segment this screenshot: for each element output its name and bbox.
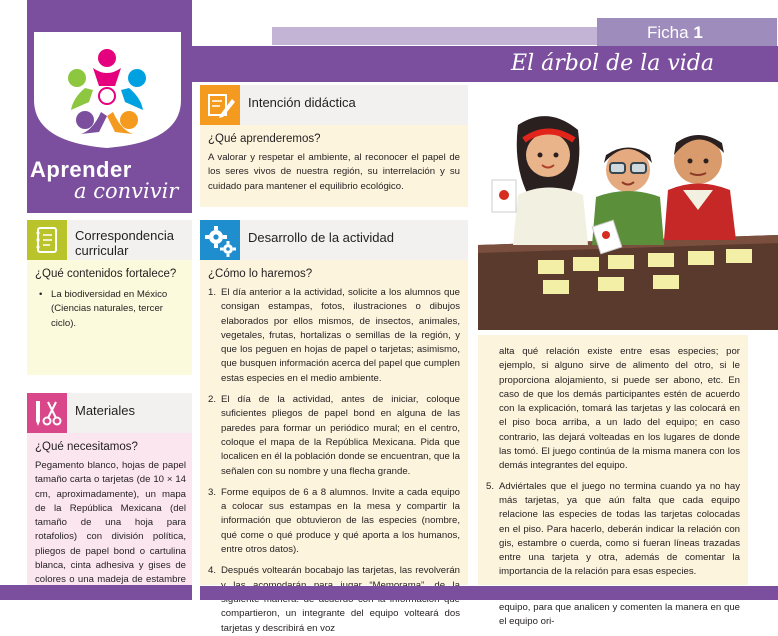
header-tab-3 <box>435 27 519 45</box>
correspondencia-title-line1: Correspondencia <box>75 228 175 243</box>
more-steps-list <box>486 474 740 630</box>
children-playing-illustration <box>478 85 778 330</box>
aprender-a-convivir-logo <box>30 30 185 150</box>
header-tab-1 <box>272 27 356 45</box>
header-tab-4 <box>516 27 600 45</box>
step-number: 3. <box>208 486 217 498</box>
correspondencia-title-line2: curricular <box>75 243 129 258</box>
materiales-question: ¿Qué necesitamos? <box>35 441 138 453</box>
correspondencia-header <box>27 220 192 260</box>
step-number: 4. <box>208 565 217 577</box>
desarrollo-title: Desarrollo de la actividad <box>248 230 394 245</box>
intencion-title: Intención didáctica <box>248 95 356 110</box>
intencion-question: ¿Qué aprenderemos? <box>208 133 321 145</box>
notebook-icon <box>27 220 67 260</box>
desarrollo-body <box>200 260 468 634</box>
step-item <box>208 564 460 635</box>
desarrollo-question: ¿Cómo lo haremos? <box>208 268 313 280</box>
materiales-header <box>27 393 192 433</box>
pencil-note-icon <box>200 85 240 125</box>
step4-continuation: alta qué relación existe entre esas especies; por ejemplo, si alguno sirve de alimento del otro, si le proporciona alojamiento, si puede ser abono, etc. En caso de que los demás participantes estén de acuerdo con la explicación, tomará las tarjetas y las colocará en el piso boca arriba, a un lado del equipo; en caso contrario, las dejará volteadas en los lugares de donde las tomó. El juego continúa de la misma manera con los demás integrantes del equipo. <box>499 346 740 472</box>
materiales-card <box>27 393 192 585</box>
step-text: Adviértales que el juego no termina cuando ya no hay más tarjetas, ya que aún falta que cada equipo relacione las especies de todas las tarjetas colocadas en el piso. Para hacerlo, deberán indicar la relación con gis, estambre o cuerda, como si fueran líneas trazadas entre una tarjeta y otra, además de comentar la importancia de la relación para esas especies. <box>499 480 740 578</box>
ficha-number: 1 <box>693 23 703 42</box>
intencion-text: A valorar y respetar el ambiente, al reconocer el papel de los seres vivos de nuestra región, su interrelación y su cuidado para mantener el equilibrio ecológico. <box>208 152 460 192</box>
correspondencia-list <box>27 280 192 331</box>
correspondencia-body <box>27 260 192 375</box>
correspondencia-question: ¿Qué contenidos fortalece? <box>35 268 177 280</box>
intencion-body <box>200 125 468 207</box>
step-number: 1. <box>208 287 217 298</box>
intencion-card <box>200 85 468 207</box>
step-item <box>208 286 460 386</box>
brand-line1: Aprender <box>30 157 132 182</box>
list-item: • La biodiversidad en México (Ciencias naturales, tercer ciclo). <box>37 288 186 331</box>
step-text: Forme equipos de 6 a 8 alumnos. Invite a cada equipo a colocar sus estampas en la mesa y compartir la información que obtuvieron de las especies (nombre, qué come o qué produce y qué aporta a los humanos, entre otros datos). <box>221 486 460 556</box>
materiales-body <box>27 433 192 585</box>
materiales-title: Materiales <box>75 403 135 418</box>
header-tab-2 <box>354 27 438 45</box>
gears-icon <box>200 220 240 260</box>
correspondencia-title <box>75 228 174 258</box>
step-number: 5. <box>486 480 495 492</box>
desarrollo-header <box>200 220 468 260</box>
step-number: 2. <box>208 394 217 406</box>
page-title: El árbol de la vida <box>511 51 714 76</box>
step-item <box>486 480 740 580</box>
correspondencia-card <box>27 220 192 375</box>
bottom-strip <box>200 586 778 600</box>
title-bar <box>192 46 778 82</box>
step-text: El día anterior a la actividad, solicite a los alumnos que consigan estampas, fotos, ilustraciones o dibujos elaborados por ellos mismos, de insectos, animales, vegetales, frutas, hortalizas o semillas de la región, y que los peguen en hojas de papel o tarjetas; asimismo, que busquen información acerca del papel que cumplen estas especies en el medio ambiente. <box>221 287 460 384</box>
materiales-text: Pegamento blanco, hojas de papel tamaño carta o tarjetas (de 10 × 14 cm, aproximadamente), un mapa de la República Mexicana (del tamaño de una hoja para rotafolios) con división política, pliegos de papel bond o cartulina blanca, cinta adhesiva y gises de colores o una madeja de estambre <box>35 460 186 586</box>
step-text: Después voltearán bocabajo las tarjetas, las revolverán compartieron, un integrante del equipo volteará dos tarjetas y describirá en voz <box>221 565 460 634</box>
brand-line2: a convivir <box>74 179 179 203</box>
left-bottom-strip <box>0 585 192 600</box>
ficha-badge <box>597 18 777 48</box>
steps-list <box>200 280 468 636</box>
step-item <box>208 486 460 557</box>
brand-title <box>30 157 190 203</box>
continuation-column <box>478 335 748 628</box>
ficha-label: Ficha <box>647 23 689 42</box>
step-item <box>208 393 460 479</box>
intencion-header <box>200 85 468 125</box>
step-text: El día de la actividad, antes de iniciar, coloque suficientes pliegos de papel bond en alguna de las paredes para formar un periódico mural; en el centro, coloque el mapa de la República Mexicana. Pida que localicen en él la población donde se encuentran, que la señalen con su nombre y una flecha grande. <box>221 394 460 477</box>
desarrollo-card <box>200 220 468 634</box>
step-text: equipo, para que analicen y comenten la manera en que el equipo ori- <box>499 602 740 628</box>
scissors-pencil-icon <box>27 393 67 433</box>
